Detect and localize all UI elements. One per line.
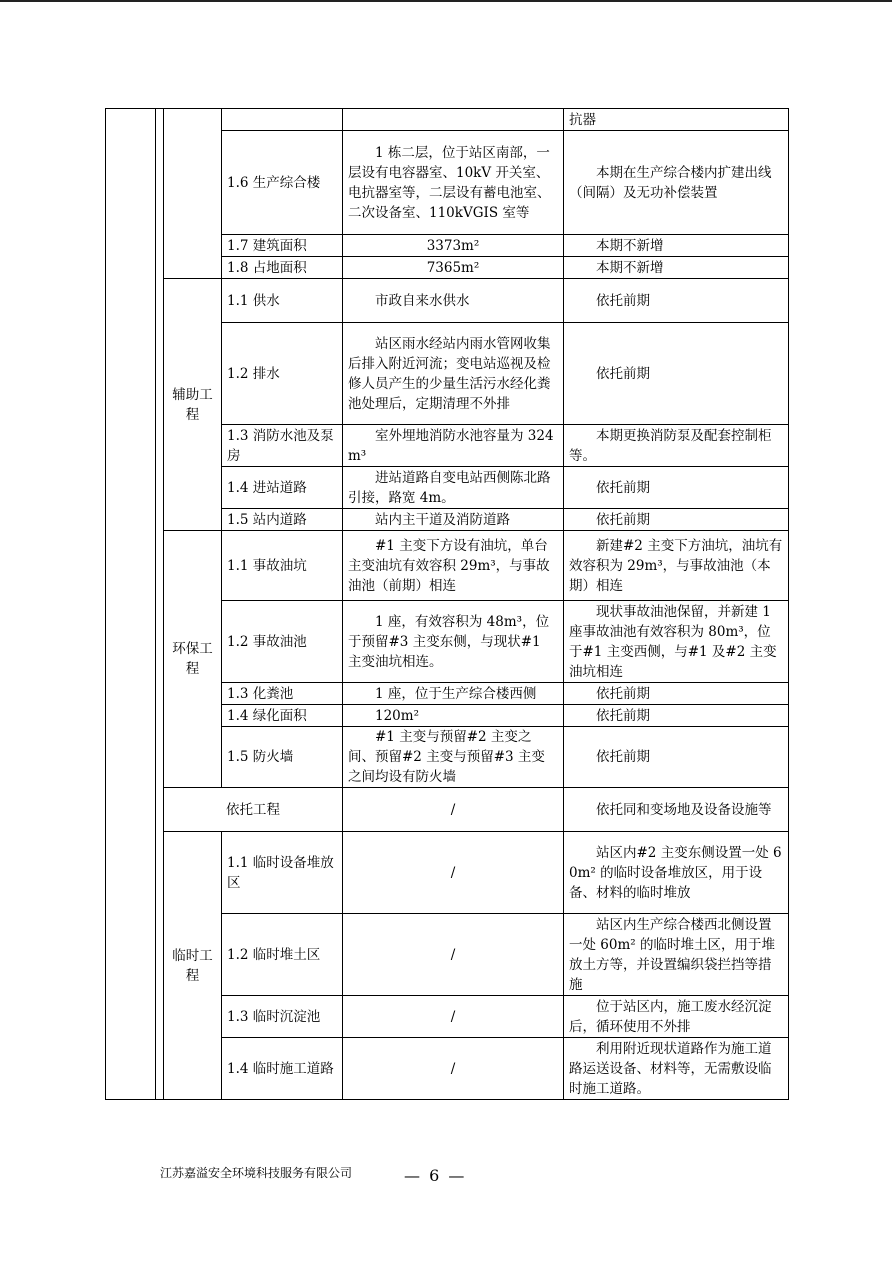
item-cell: 1.3 消防水池及泵房 <box>222 425 343 467</box>
content-cell: 1 座，位于生产综合楼西侧 <box>343 683 564 705</box>
item-cell: 1.8 占地面积 <box>222 257 343 279</box>
note-cell: 站区内#2 主变东侧设置一处 60m² 的临时设备堆放区，用于设备、材料的临时堆放 <box>564 832 789 914</box>
item-cell: 1.5 防火墙 <box>222 727 343 788</box>
item-cell: 1.2 临时堆土区 <box>222 914 343 996</box>
item-cell: 1.6 生产综合楼 <box>222 131 343 235</box>
content-cell: #1 主变与预留#2 主变之间、预留#2 主变与预留#3 主变之间均设有防火墙 <box>343 727 564 788</box>
note-cell: 本期在生产综合楼内扩建出线（间隔）及无功补偿装置 <box>564 131 789 235</box>
content-cell <box>343 109 564 131</box>
main-category-cell <box>164 109 222 279</box>
note-cell: 站区内生产综合楼西北侧设置一处 60m² 的临时堆土区，用于堆放土方等，并设置编织袋拦挡等措施 <box>564 914 789 996</box>
item-cell: 1.7 建筑面积 <box>222 235 343 257</box>
content-cell: 1 座，有效容积为 48m³，位于预留#3 主变东侧，与现状#1 主变油坑相连。 <box>343 601 564 683</box>
content-cell: 站区雨水经站内雨水管网收集后排入附近河流；变电站巡视及检修人员产生的少量生活污水经化粪池处理后，定期清理不外排 <box>343 323 564 425</box>
outer-blank-cell <box>106 109 156 1100</box>
item-cell: 1.2 排水 <box>222 323 343 425</box>
note-cell: 新建#2 主变下方油坑，油坑有效容积为 29m³，与事故油池（本期）相连 <box>564 531 789 601</box>
item-cell: 1.1 临时设备堆放区 <box>222 832 343 914</box>
item-cell: 1.5 站内道路 <box>222 509 343 531</box>
item-cell: 1.2 事故油池 <box>222 601 343 683</box>
note-cell: 依托前期 <box>564 279 789 323</box>
category-temp: 临时工程 <box>164 832 222 1100</box>
item-cell: 1.3 临时沉淀池 <box>222 996 343 1038</box>
table-row <box>106 531 789 601</box>
content-cell: 1 栋二层，位于站区南部，一层设有电容器室、10kV 开关室、电抗器室等，二层设有蓄电池室、二次设备室、110kVGIS 室等 <box>343 131 564 235</box>
note-cell: 本期更换消防泵及配套控制柜等。 <box>564 425 789 467</box>
content-cell: / <box>343 788 564 832</box>
category-env: 环保工程 <box>164 531 222 788</box>
table-row <box>106 109 789 131</box>
item-cell: 1.4 临时施工道路 <box>222 1038 343 1100</box>
project-composition-table <box>105 108 789 1100</box>
note-cell: 依托前期 <box>564 509 789 531</box>
content-cell: / <box>343 914 564 996</box>
note-cell: 依托同和变场地及设备设施等 <box>564 788 789 832</box>
content-cell: 进站道路自变电站西侧陈北路引接，路宽 4m。 <box>343 467 564 509</box>
top-border-line <box>0 0 892 2</box>
note-cell: 本期不新增 <box>564 235 789 257</box>
content-cell: / <box>343 1038 564 1100</box>
content-cell: / <box>343 832 564 914</box>
table-row <box>106 832 789 914</box>
note-cell: 依托前期 <box>564 323 789 425</box>
table-row <box>106 788 789 832</box>
item-cell <box>222 109 343 131</box>
outer-blank-cell <box>156 109 164 1100</box>
dependent-project-label: 依托工程 <box>164 788 343 832</box>
item-cell: 1.1 事故油坑 <box>222 531 343 601</box>
table-row <box>106 279 789 323</box>
item-cell: 1.3 化粪池 <box>222 683 343 705</box>
note-cell: 抗器 <box>564 109 789 131</box>
note-cell: 依托前期 <box>564 467 789 509</box>
note-cell: 依托前期 <box>564 727 789 788</box>
footer-company: 江苏嘉溢安全环境科技服务有限公司 <box>160 1166 353 1180</box>
item-cell: 1.4 进站道路 <box>222 467 343 509</box>
content-cell: 站内主干道及消防道路 <box>343 509 564 531</box>
content-cell: 市政自来水供水 <box>343 279 564 323</box>
note-cell: 本期不新增 <box>564 257 789 279</box>
content-cell: 120m² <box>343 705 564 727</box>
page-number: — 6 — <box>404 1166 467 1185</box>
note-cell: 位于站区内，施工废水经沉淀后，循环使用不外排 <box>564 996 789 1038</box>
content-cell: 7365m² <box>343 257 564 279</box>
item-cell: 1.1 供水 <box>222 279 343 323</box>
category-aux: 辅助工程 <box>164 279 222 531</box>
content-cell: #1 主变下方设有油坑，单台主变油坑有效容积 29m³，与事故油池（前期）相连 <box>343 531 564 601</box>
note-cell: 依托前期 <box>564 683 789 705</box>
item-cell: 1.4 绿化面积 <box>222 705 343 727</box>
content-cell: 室外埋地消防水池容量为 324m³ <box>343 425 564 467</box>
content-cell: 3373m² <box>343 235 564 257</box>
content-cell: / <box>343 996 564 1038</box>
note-cell: 利用附近现状道路作为施工道路运送设备、材料等，无需敷设临时施工道路。 <box>564 1038 789 1100</box>
note-cell: 依托前期 <box>564 705 789 727</box>
note-cell: 现状事故油池保留，并新建 1 座事故油池有效容积为 80m³，位于#1 主变西侧，与#1 及#2 主变油坑相连 <box>564 601 789 683</box>
